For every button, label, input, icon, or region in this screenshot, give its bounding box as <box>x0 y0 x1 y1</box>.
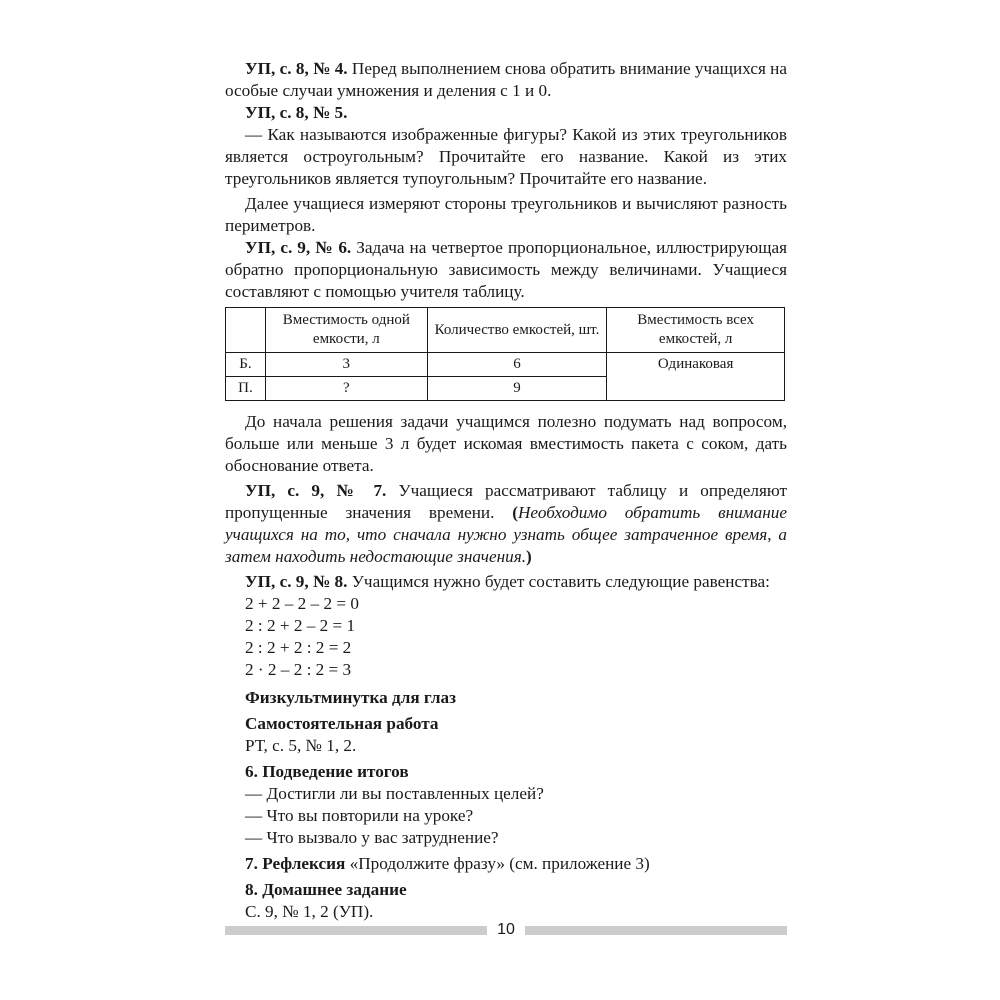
table-cell-count: 6 <box>427 353 607 377</box>
equation-line: 2 + 2 – 2 – 2 = 0 <box>245 594 359 613</box>
table-header-cell: Вместимость всех емкостей, л <box>607 308 785 353</box>
heading-text: Самостоятельная работа <box>245 714 439 733</box>
paragraph-text: Учащимся нужно будет составить следующие равенства: <box>347 572 770 591</box>
table-row <box>226 353 785 377</box>
heading-text: Физкультминутка для глаз <box>245 688 457 707</box>
footer-bar-left <box>225 926 487 935</box>
heading-text: 7. Рефлексия <box>245 854 346 873</box>
section-text: «Продолжите фразу» (см. приложение 3) <box>345 854 650 873</box>
paragraph-task-9-8 <box>225 571 787 593</box>
section-line: С. 9, № 1, 2 (УП). <box>245 902 374 921</box>
table-header-cell: Вместимость одной емкости, л <box>265 308 427 353</box>
question-line: — Что вызвало у вас затруднение? <box>245 828 499 847</box>
equation-line: 2 · 2 – 2 : 2 = 3 <box>245 660 352 679</box>
task-ref: УП, с. 9, № 6. <box>245 238 352 257</box>
table-header-cell <box>226 308 266 353</box>
paragraph-text: До начала решения задачи учащимся полезно подумать над вопросом, больше или меньше 3 л будет искомая вместимость пакета с соком, дать обоснование ответа. <box>225 412 787 475</box>
task-ref: УП, с. 9, № 7. <box>245 481 387 500</box>
task-ref: УП, с. 8, № 4. <box>245 59 348 78</box>
task-ref: УП, с. 8, № 5. <box>245 103 348 122</box>
section-heading <box>245 879 787 901</box>
paragraph-task-9-6 <box>225 237 787 303</box>
footer-bar-right <box>525 926 787 935</box>
paragraph-before-solution <box>225 411 787 477</box>
table-cell-label: Б. <box>226 353 266 377</box>
table-cell-label: П. <box>226 377 266 401</box>
section-heading <box>245 687 787 709</box>
question-line: — Достигли ли вы поставленных целей? <box>245 784 544 803</box>
paragraph-task-8-5 <box>225 102 787 124</box>
paren-open: ( <box>512 503 519 522</box>
section-heading <box>245 761 787 783</box>
paragraph-text: Учащиеся рассматривают таблицу и определяют пропущенные значения времени. <box>225 481 787 522</box>
equation-line: 2 : 2 + 2 – 2 = 1 <box>245 616 356 635</box>
table-header-row <box>226 308 785 353</box>
table-header-cell: Количество емкостей, шт. <box>427 308 607 353</box>
page-number: 10 <box>497 921 515 938</box>
question-line: — Что вы повторили на уроке? <box>245 806 474 825</box>
task-ref: УП, с. 9, № 8. <box>245 572 348 591</box>
heading-text: 6. Подведение итогов <box>245 762 409 781</box>
paragraph-task-8-4 <box>225 58 787 102</box>
paragraph-task-9-7 <box>225 480 787 568</box>
section-heading <box>245 853 787 875</box>
capacity-table <box>225 307 785 401</box>
heading-text: 8. Домашнее задание <box>245 880 407 899</box>
paragraph-text: — Как называются изображенные фигуры? Какой из этих треугольников является остроугольным? Прочитайте его название. Какой из этих треугольников является тупоугольным? Прочитайте его название. <box>225 125 787 188</box>
table-cell-merged: Одинаковая <box>607 353 785 401</box>
equation-line: 2 : 2 + 2 : 2 = 2 <box>245 638 352 657</box>
paragraph-text: Задача на четвертое пропорциональное, иллюстрирующая обратно пропорциональную зависимость между величинами. Учащиеся составляют с помощью учителя таблицу. <box>225 238 787 301</box>
paragraph-text: Перед выполнением снова обратить внимание учащихся на особые случаи умножения и деления с 1 и 0. <box>225 59 788 100</box>
table-cell-capacity: 3 <box>265 353 427 377</box>
page-content <box>225 58 787 923</box>
italic-note: Необходимо обратить внимание учащихся на то, что сначала нужно узнать общее затраченное время, а затем находить недостающие значения. <box>225 503 787 566</box>
paragraph-questions <box>225 124 787 190</box>
paragraph-measure <box>225 193 787 237</box>
paragraph-text: Далее учащиеся измеряют стороны треугольников и вычисляют разность периметров. <box>225 194 787 235</box>
section-line: РТ, с. 5, № 1, 2. <box>245 736 357 755</box>
table-cell-capacity: ? <box>265 377 427 401</box>
table-cell-count: 9 <box>427 377 607 401</box>
paren-close: ) <box>526 547 532 566</box>
page-footer <box>225 921 787 939</box>
section-heading <box>245 713 787 735</box>
